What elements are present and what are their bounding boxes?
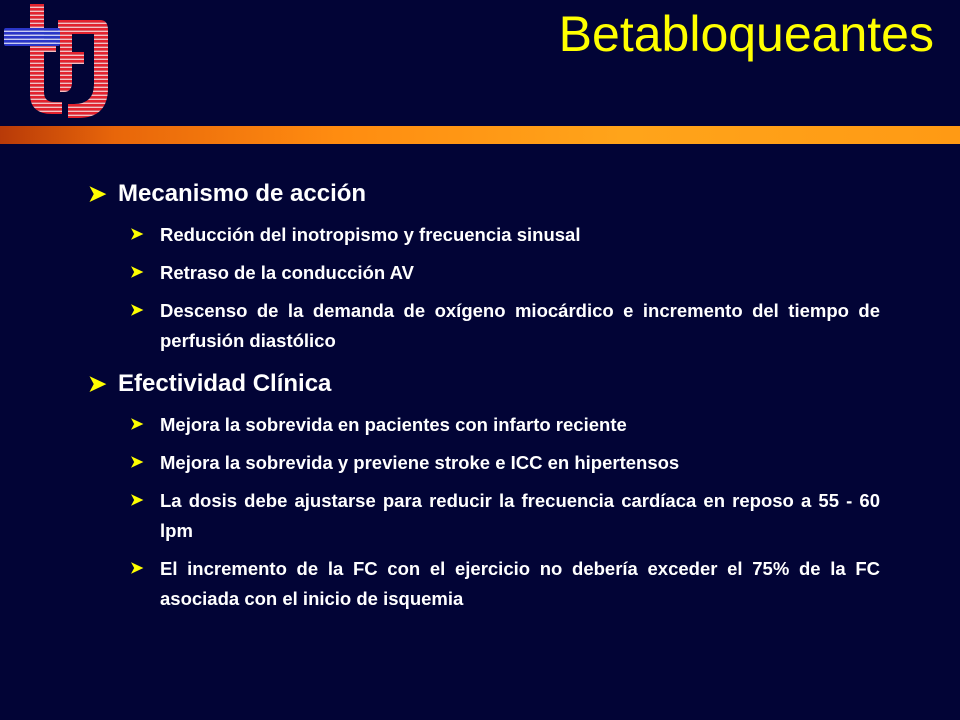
list-item-text: Retraso de la conducción AV <box>160 262 414 283</box>
bullet-list <box>88 220 880 356</box>
list-item <box>130 410 880 440</box>
section-heading: Efectividad Clínica <box>118 370 332 397</box>
list-item-text: La dosis debe ajustarse para reducir la frecuencia cardíaca en reposo a 55 - 60 lpm <box>160 490 880 541</box>
list-item <box>130 258 880 288</box>
list-item-text: Mejora la sobrevida y previene stroke e ICC en hipertensos <box>160 452 680 473</box>
list-item-text: Descenso de la demanda de oxígeno miocárdico e incremento del tiempo de perfusión diastólico <box>160 300 880 351</box>
section-mecanismo <box>88 176 880 212</box>
section-efectividad <box>88 366 880 402</box>
arrow-bullet-icon: ➤ <box>130 264 144 281</box>
list-item <box>130 220 880 250</box>
bullet-list <box>88 410 880 614</box>
slide-title: Betabloqueantes <box>558 6 934 62</box>
arrow-bullet-icon: ➤ <box>130 560 144 577</box>
list-item-text: El incremento de la FC con el ejercicio no debería exceder el 75% de la FC asociada con el inicio de isquemia <box>160 558 880 609</box>
arrow-bullet-icon: ➤ <box>130 492 144 509</box>
hospital-logo-icon <box>0 0 112 128</box>
list-item <box>130 448 880 478</box>
list-item <box>130 296 880 356</box>
arrow-bullet-icon: ➤ <box>88 371 107 396</box>
arrow-bullet-icon: ➤ <box>130 226 144 243</box>
list-item-text: Mejora la sobrevida en pacientes con infarto reciente <box>160 414 627 435</box>
list-item <box>130 554 880 614</box>
list-item <box>130 486 880 546</box>
list-item-text: Reducción del inotropismo y frecuencia sinusal <box>160 224 581 245</box>
arrow-bullet-icon: ➤ <box>130 302 144 319</box>
title-divider <box>0 126 960 144</box>
slide-content <box>88 176 880 614</box>
section-heading: Mecanismo de acción <box>118 180 367 207</box>
arrow-bullet-icon: ➤ <box>130 454 144 471</box>
arrow-bullet-icon: ➤ <box>130 416 144 433</box>
arrow-bullet-icon: ➤ <box>88 181 107 206</box>
